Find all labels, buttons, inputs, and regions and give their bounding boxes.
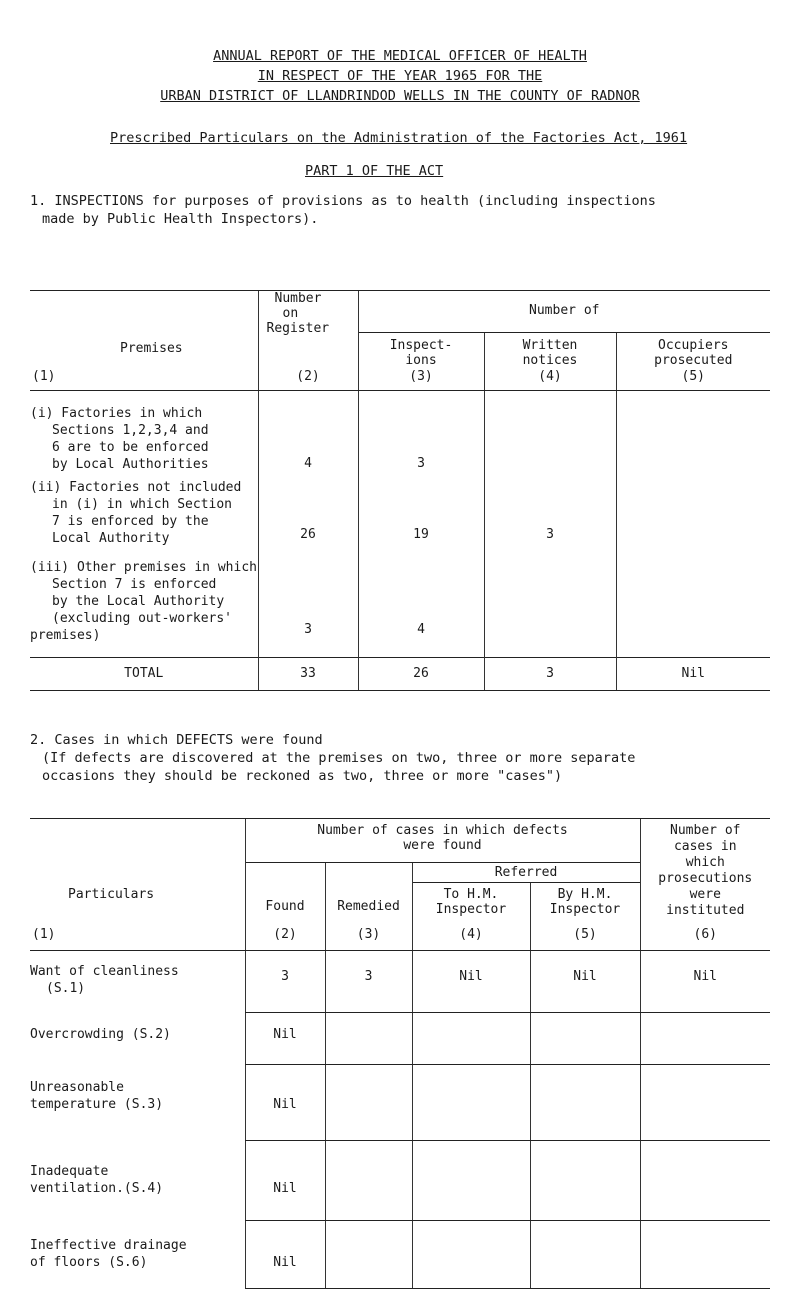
table-row — [30, 951, 770, 1013]
prosecutions-value: Nil — [640, 951, 770, 1013]
prosecuted-header: Occupiers prosecuted — [616, 333, 770, 369]
row-label: (ii) Factories not included in (i) in which Section 7 is enforced by the Local Authority — [30, 480, 242, 546]
by-hm-value: Nil — [530, 951, 640, 1013]
inspections-value: 3 — [358, 391, 484, 474]
section1-heading-line1: 1. INSPECTIONS for purposes of provisions as to health (including inspections — [30, 193, 656, 209]
notices-value — [484, 548, 616, 657]
report-title-line1: ANNUAL REPORT OF THE MEDICAL OFFICER OF HEALTH — [213, 48, 587, 64]
row-label: Unreasonable temperature (S.3) — [30, 1079, 164, 1112]
premises-header: Premises — [30, 291, 258, 369]
register-value: 3 — [258, 548, 358, 657]
remedied-header: Remedied — [325, 863, 412, 927]
row-label: Want of cleanliness (S.1) — [30, 964, 179, 996]
remedied-value — [325, 1013, 412, 1065]
section2-heading-line2: (If defects are discovered at the premises on two, three or more separate — [42, 750, 636, 766]
row-label: Ineffective drainage of floors (S.6) — [30, 1237, 187, 1270]
register-col-number: (2) — [258, 369, 358, 391]
table-row — [30, 548, 770, 657]
register-value: 26 — [258, 473, 358, 548]
table-row — [30, 1013, 770, 1065]
notices-col-number: (4) — [484, 369, 616, 391]
section2-heading-line1: 2. Cases in which DEFECTS were found — [30, 732, 323, 748]
defects-table — [30, 818, 770, 1289]
prosecuted-col-number: (5) — [616, 369, 770, 391]
table-row — [30, 473, 770, 548]
inspections-value: 19 — [358, 473, 484, 548]
remedied-col-number: (3) — [325, 927, 412, 951]
table-row — [30, 1141, 770, 1221]
cases-header: Number of cases in which defects were found — [245, 819, 640, 863]
total-notices: 3 — [484, 657, 616, 690]
table-row — [30, 1221, 770, 1289]
total-inspections: 26 — [358, 657, 484, 690]
to-hm-value: Nil — [412, 951, 530, 1013]
number-of-header: Number of — [358, 291, 770, 333]
total-label: TOTAL — [30, 657, 258, 690]
found-header: Found — [245, 863, 325, 927]
found-value: Nil — [245, 1013, 325, 1065]
remedied-value — [325, 1221, 412, 1289]
found-value: 3 — [245, 951, 325, 1013]
row-label: (i) Factories in which Sections 1,2,3,4 and 6 are to be enforced by Local Authorities — [30, 406, 209, 472]
premises-col-number: (1) — [30, 369, 258, 391]
row-label: Inadequate ventilation.(S.4) — [30, 1163, 164, 1196]
prosecuted-value — [616, 548, 770, 657]
particulars-header: Particulars — [30, 819, 245, 927]
table-row — [30, 391, 770, 474]
prosecutions-value — [640, 1141, 770, 1221]
total-row — [30, 657, 770, 690]
register-header: Number on Register — [258, 291, 358, 369]
remedied-value — [325, 1065, 412, 1141]
remedied-value: 3 — [325, 951, 412, 1013]
remedied-value — [325, 1141, 412, 1221]
by-hm-value — [530, 1221, 640, 1289]
notices-value — [484, 391, 616, 474]
table-row — [30, 1065, 770, 1141]
total-prosecuted: Nil — [616, 657, 770, 690]
to-hm-value — [412, 1141, 530, 1221]
to-hm-value — [412, 1065, 530, 1141]
by-hm-col-number: (5) — [530, 927, 640, 951]
row-label: (iii) Other premises in which Section 7 is enforced by the Local Authority (excluding out-workers' premises) — [30, 560, 257, 643]
by-hm-value — [530, 1013, 640, 1065]
by-hm-value — [530, 1065, 640, 1141]
prosecutions-value — [640, 1221, 770, 1289]
prosecutions-col-number: (6) — [640, 927, 770, 951]
found-col-number: (2) — [245, 927, 325, 951]
report-title-line3: URBAN DISTRICT OF LLANDRINDOD WELLS IN THE COUNTY OF RADNOR — [160, 88, 640, 104]
notices-value: 3 — [484, 473, 616, 548]
prosecuted-value — [616, 391, 770, 474]
referred-header: Referred — [412, 863, 640, 883]
prosecutions-header: Number of cases in which prosecutions were instituted — [640, 819, 770, 927]
inspections-header: Inspect- ions — [358, 333, 484, 369]
to-hm-value — [412, 1013, 530, 1065]
by-hm-value — [530, 1141, 640, 1221]
notices-header: Written notices — [484, 333, 616, 369]
to-hm-header: To H.M. Inspector — [412, 883, 530, 927]
particulars-col-number: (1) — [30, 927, 245, 951]
report-title-line2: IN RESPECT OF THE YEAR 1965 FOR THE — [257, 68, 543, 84]
to-hm-value — [412, 1221, 530, 1289]
prosecutions-value — [640, 1013, 770, 1065]
prosecutions-value — [640, 1065, 770, 1141]
section1-heading-line2: made by Public Health Inspectors). — [42, 211, 319, 227]
section2-heading-line3: occasions they should be reckoned as two, three or more "cases") — [42, 768, 563, 784]
by-hm-header: By H.M. Inspector — [530, 883, 640, 927]
part-title: PART 1 OF THE ACT — [305, 163, 444, 179]
row-label: Overcrowding (S.2) — [30, 1026, 171, 1042]
total-register: 33 — [258, 657, 358, 690]
to-hm-col-number: (4) — [412, 927, 530, 951]
found-value: Nil — [245, 1065, 325, 1141]
inspections-col-number: (3) — [358, 369, 484, 391]
found-value: Nil — [245, 1221, 325, 1289]
report-subtitle: Prescribed Particulars on the Administration of the Factories Act, 1961 — [110, 130, 688, 146]
inspections-table — [30, 290, 770, 691]
prosecuted-value — [616, 473, 770, 548]
register-value: 4 — [258, 391, 358, 474]
inspections-value: 4 — [358, 548, 484, 657]
found-value: Nil — [245, 1141, 325, 1221]
